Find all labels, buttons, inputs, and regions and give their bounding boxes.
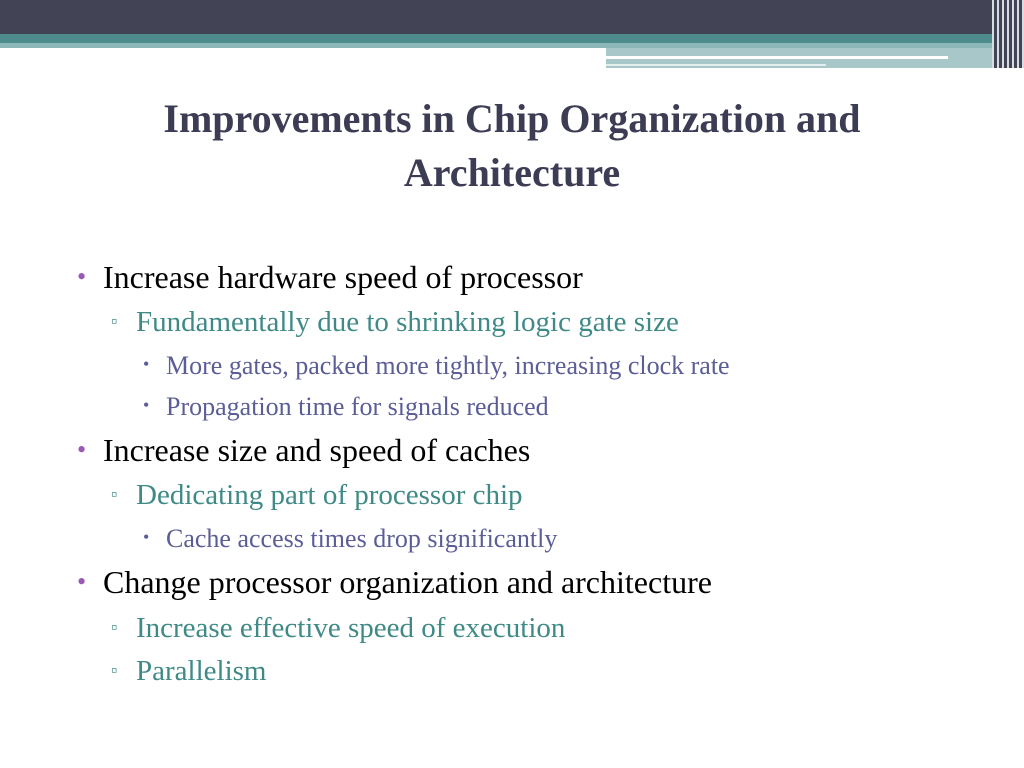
bullet-level1 [77, 432, 530, 469]
bullet-text: Parallelism [136, 655, 267, 687]
bullet-text: Change processor organization and architecture [103, 564, 712, 600]
bullet-marker: • [77, 567, 87, 596]
bullet-marker: ▫ [111, 660, 118, 680]
bullet-text: Dedicating part of processor chip [136, 479, 523, 511]
slide-title: Improvements in Chip Organization and Architecture [163, 96, 861, 195]
bullet-level2 [111, 655, 266, 688]
bullet-text: Cache access times drop significantly [166, 524, 558, 553]
bullet-level2 [111, 306, 679, 339]
bullet-level1 [77, 259, 583, 296]
bullet-level3 [143, 524, 557, 554]
bullet-marker: ▫ [111, 617, 118, 637]
bullet-level1 [77, 564, 712, 601]
bullet-marker: • [143, 395, 150, 415]
bullet-level2 [111, 612, 565, 645]
bullet-marker: • [143, 527, 150, 547]
bullet-text: Increase size and speed of caches [103, 432, 531, 468]
bullet-level3 [143, 392, 549, 422]
bullet-marker: • [143, 354, 150, 374]
bullet-marker: • [77, 262, 87, 291]
bullet-marker: ▫ [111, 484, 118, 504]
bullet-level3 [143, 351, 730, 381]
bullet-text: More gates, packed more tightly, increasing clock rate [166, 351, 730, 380]
bullet-text: Fundamentally due to shrinking logic gate size [136, 306, 679, 338]
bullet-text: Propagation time for signals reduced [166, 392, 549, 421]
bullet-level2 [111, 479, 523, 512]
bullet-text: Increase hardware speed of processor [103, 259, 583, 295]
bullet-marker: ▫ [111, 311, 118, 331]
bullet-text: Increase effective speed of execution [136, 612, 566, 644]
bullet-marker: • [77, 435, 87, 464]
